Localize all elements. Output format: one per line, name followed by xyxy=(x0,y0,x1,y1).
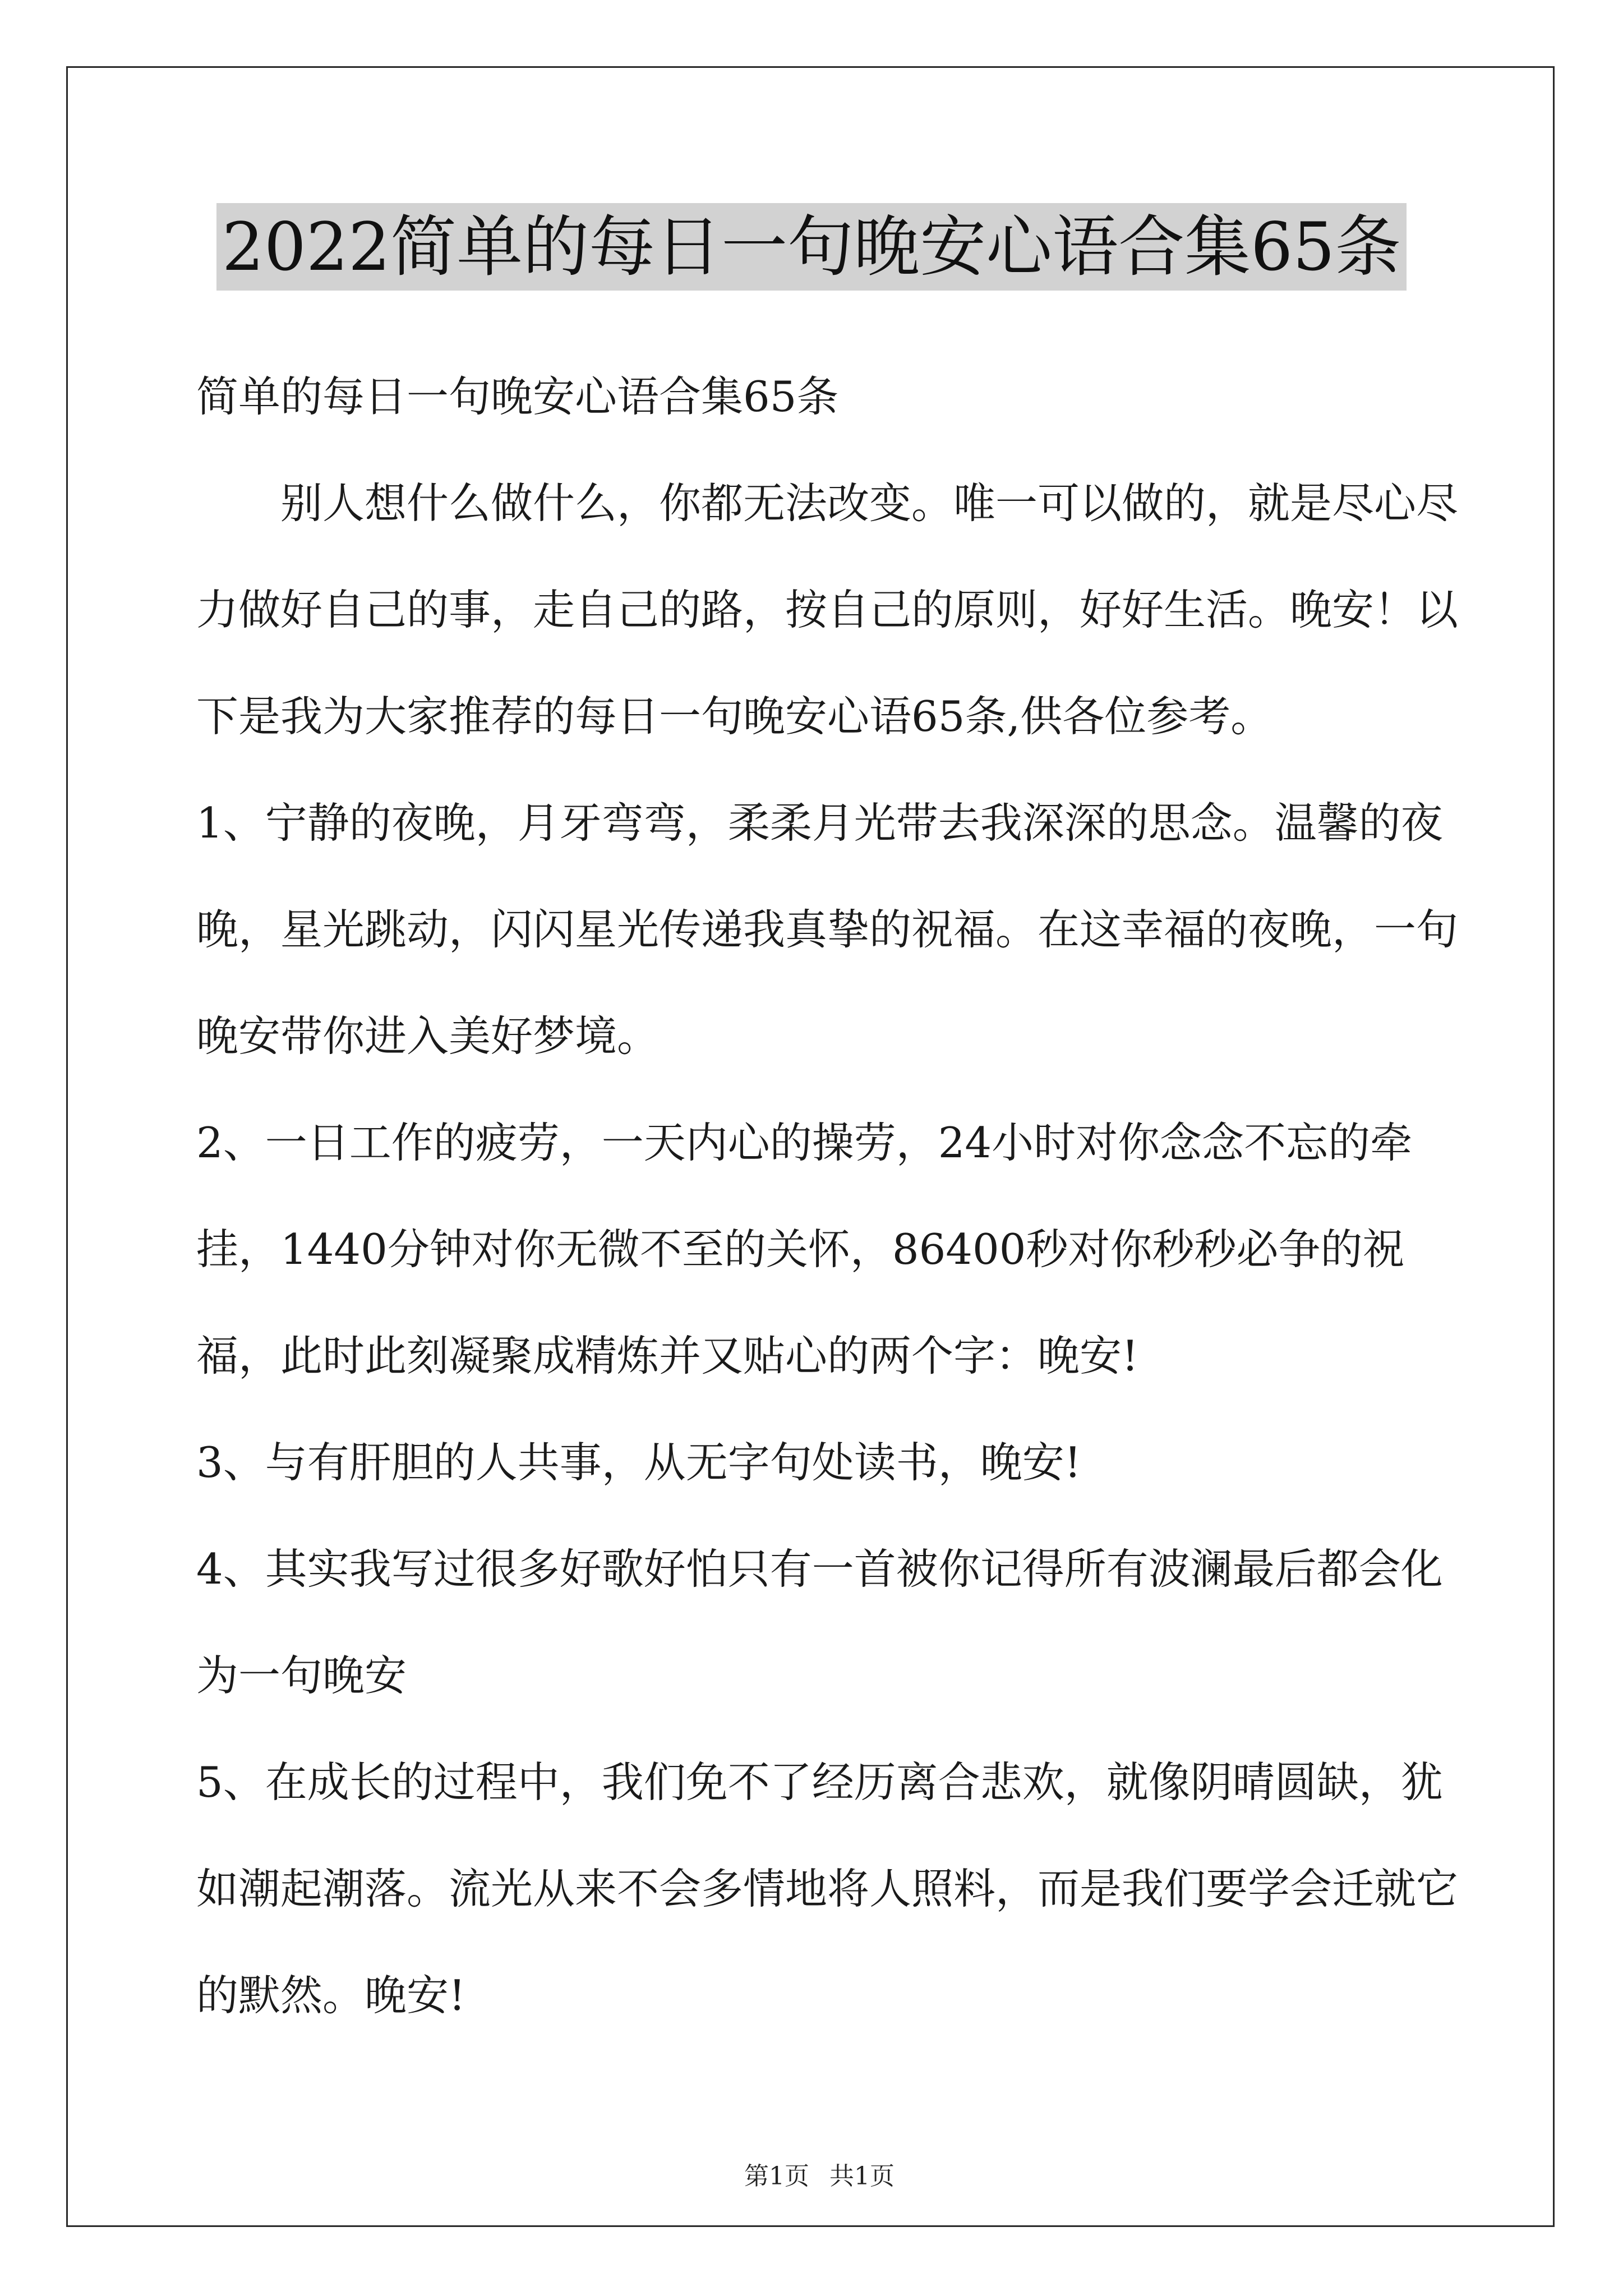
list-item: 1、宁静的夜晚，月牙弯弯，柔柔月光带去我深深的思念。温馨的夜晚，星光跳动，闪闪星光传递我真挚的祝福。在这幸福的夜晚，一句晚安带你进入美好梦境。 xyxy=(196,798,1459,1061)
list-item: 5、在成长的过程中，我们免不了经历离合悲欢，就像阴晴圆缺，犹如潮起潮落。流光从来不会多情地将人照料，而是我们要学会迁就它的默然。晚安! xyxy=(196,1757,1459,2020)
list-item: 4、其实我写过很多好歌好怕只有一首被你记得所有波澜最后都会化为一句晚安 xyxy=(196,1544,1443,1700)
page-total: 共1页 xyxy=(829,2162,895,2191)
intro-paragraph: 别人想什么做什么，你都无法改变。唯一可以做的，就是尽心尽力做好自己的事，走自己的路，按自己的原则，好好生活。晚安！以下是我为大家推荐的每日一句晚安心语65条,供各位参考。 xyxy=(196,478,1459,741)
page-number: 第1页 xyxy=(744,2162,809,2191)
document-subtitle: 简单的每日一句晚安心语合集65条 xyxy=(196,372,839,421)
list-item: 2、一日工作的疲劳，一天内心的操劳，24小时对你念念不忘的牵挂，1440分钟对你无微不至的关怀，86400秒对你秒秒必争的祝福，此时此刻凝聚成精炼并又贴心的两个字：晚安! xyxy=(196,1118,1413,1381)
title-container xyxy=(0,203,1623,291)
list-item: 3、与有肝胆的人共事，从无字句处读书，晚安! xyxy=(196,1438,1081,1487)
document-body xyxy=(196,343,1458,2049)
page-footer xyxy=(0,2126,1623,2193)
document-title: 2022简单的每日一句晚安心语合集65条 xyxy=(216,203,1407,291)
